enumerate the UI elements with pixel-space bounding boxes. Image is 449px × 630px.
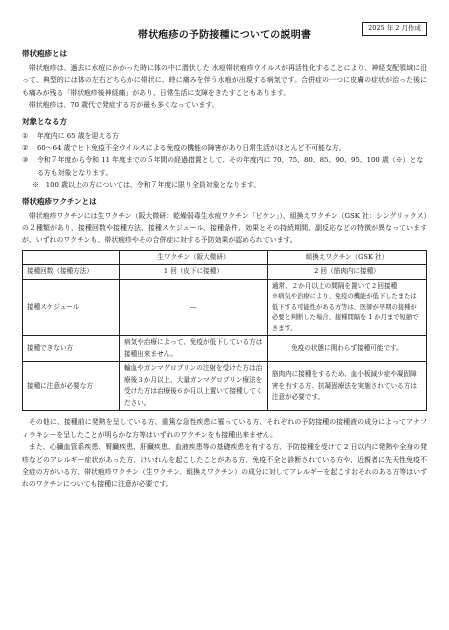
list-number: ① (22, 131, 29, 140)
section-heading-target: 対象となる方 (22, 116, 67, 126)
vaccine-comparison-table (22, 250, 427, 412)
list-item (22, 154, 427, 179)
list-text: 令和７年度から令和 11 年度までの５年間の経過措置として、その年度内に 70、75、80、85、90、95、100 歳（※）となる方も対象となります。 (37, 156, 424, 177)
table-header-live: 生ワクチン（阪大微研） (120, 250, 268, 265)
tail-paragraph-1: その他に、接種前に発熱を呈している方、重篤な急性疾患に罹っている方、それぞれの予防接種の接種液の成分によってアナフィラキシーを呈したことが明らかな方等はいずれのワクチンをも接種出来ません。 (22, 418, 427, 439)
cell-recombinant-main: 通常、２か月以上の間隔を置いて２回接種 (271, 281, 398, 290)
cell-live: 病気や治療によって、免疫が低下している方は接種出来ません。 (120, 336, 268, 362)
list-item (22, 130, 427, 142)
list-text: 年度内に 65 歳を迎える方 (37, 131, 120, 140)
table-row (23, 336, 427, 362)
cell-live: ― (120, 279, 268, 336)
table-header-recombinant: 組換えワクチン（GSK 社） (267, 250, 426, 265)
tail-section (22, 416, 427, 490)
table-row (23, 362, 427, 411)
date-badge: 2025 年 2 月作成 (362, 22, 427, 36)
tail-paragraph-2: また、心臓血管系疾患、腎臓疾患、肝臓疾患、血液疾患等の基礎疾患を有する方、予防接種を受けて 2 日以内に発熱や全身の発疹などのアレルギー症状があった方、けいれんを起こしたことがある方、免疫不全と診断されている方や、近親者に先天性免疫不全症の方がいる方、帯状疱疹ワクチン（生ワクチン、組換えワクチン）の成分に対してアレルギーを起こすおそれのある方等はいずれのワクチンについても接種に注意が必要です。 (22, 443, 427, 489)
target-list (22, 130, 427, 180)
list-number: ③ (22, 156, 29, 165)
document-body (22, 48, 427, 491)
table-row (23, 279, 427, 336)
about-paragraph-1: 帯状疱疹は、過去に水痘にかかった時に体の中に潜伏した 水痘帯状疱疹ウイルスが再活性化することにより、神経支配領域に沿って、典型的には体の左右どちらかに帯状に、時に痛みを伴う水疱が出現する病気です。合併症の一つに皮膚の症状が治った後にも痛みが残る「帯状疱疹後神経痛」があり、日常生活に支障をきたすこともあります。 (22, 64, 427, 97)
list-text: 60～64 歳でヒト免疫不全ウイルスによる免疫の機能の障害があり日常生活がほとんど不可能な方。 (37, 144, 346, 153)
row-label: 接種スケジュール (23, 279, 120, 336)
page-title: 帯状疱疹の予防接種についての説明書 (137, 30, 312, 41)
row-label: 接種回数（接種方法） (23, 265, 120, 280)
list-number: ② (22, 144, 29, 153)
cell-live: 輸血やガンマグロブリンの注射を受けた方は治療後３か月以上、大量ガンマグロブリン療法を受けた方は治療後６か月以上置いて接種してください。 (120, 362, 268, 411)
list-item (22, 142, 427, 154)
cell-recombinant (267, 279, 426, 336)
cell-recombinant: 筋肉内に接種をするため、血小板減少症や凝固障害を有する方、抗凝固療法を実施されている方は注意が必要です。 (267, 362, 426, 411)
cell-recombinant: 2 回（筋肉内に接種） (267, 265, 426, 280)
cell-live: 1 回（皮下に接種） (120, 265, 268, 280)
cell-recombinant: 免疫の状態に関わらず接種可能です。 (267, 336, 426, 362)
about-paragraph-2: 帯状疱疹は、70 歳代で発症する方が最も多くなっています。 (28, 101, 219, 110)
section-heading-vaccine: 帯状疱疹ワクチンとは (22, 196, 97, 206)
target-note: ※ 100 歳以上の方については、令和７年度に限り全員対象となります。 (32, 181, 261, 190)
table-header-row (23, 250, 427, 265)
vaccine-paragraph: 帯状疱疹ワクチンには生ワクチン（阪大微研：乾燥弱毒生水痘ワクチン「ビケン」）、組換えワクチン（GSK 社：シングリックス）の２種類があり、接種回数や接種方法、接種スケジュール、接種条件、効果とその持続期間、副反応などの特徴が異なっていますが、いずれのワクチンも、帯状疱疹やその合併症に対する予防効果が認められています。 (22, 211, 427, 245)
row-label: 接種できない方 (23, 336, 120, 362)
table-row (23, 265, 427, 280)
section-heading-about: 帯状疱疹とは (22, 49, 67, 58)
table-header-blank (23, 250, 120, 265)
row-label: 接種に注意が必要な方 (23, 362, 120, 411)
cell-recombinant-note: ※病気や治療により、免疫の機能が低下したまたは低下する可能性がある方等は、医師が早期の接種が必要と判断した場合、接種間隔を 1 か月まで短縮できます。 (271, 293, 419, 332)
